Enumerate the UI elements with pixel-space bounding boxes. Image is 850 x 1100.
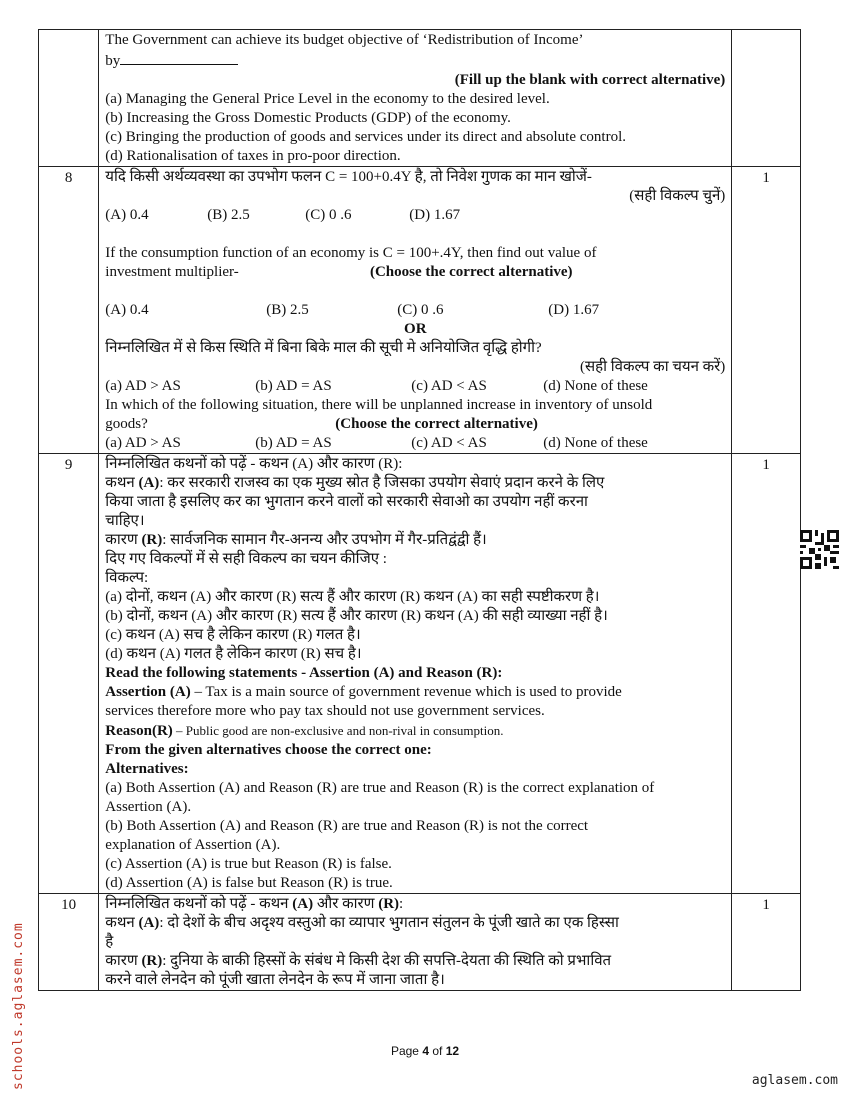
- text-line: [105, 760, 725, 779]
- option-text: (d) None of these: [543, 378, 648, 394]
- text-segment: (सही विकल्प का चयन करें): [580, 359, 726, 375]
- text-segment: (A): [138, 475, 160, 491]
- text-segment: (A): [292, 896, 314, 912]
- text-segment: (d) कथन (A) गलत है लेकिन कारण (R) सच है।: [105, 646, 362, 662]
- option-text: (C) 0 .6: [397, 302, 444, 318]
- text-segment: – Tax is a main source of government revenue which is used to provide: [190, 684, 622, 700]
- question-text: [99, 167, 732, 454]
- text-segment: करने वाले लेनदेन को पूंजी खाता लेनदेन के रूप में जाना जाता है।: [105, 972, 445, 988]
- text-line: [105, 512, 725, 531]
- text-line: [105, 434, 725, 453]
- text-line: [105, 588, 725, 607]
- text-line: [105, 933, 725, 952]
- text-line: [105, 779, 725, 798]
- text-line: [105, 874, 725, 893]
- text-segment: निम्नलिखित कथनों को पढ़ें - कथन: [105, 896, 293, 912]
- text-segment: Assertion (A).: [105, 799, 192, 815]
- text-line: [105, 607, 725, 626]
- text-line: [105, 645, 725, 664]
- text-segment: (A): [138, 915, 160, 931]
- text-segment: The Government can achieve its budget objective of ‘Redistribution of Income’: [105, 32, 584, 48]
- text-line: [105, 721, 725, 741]
- text-line: [105, 664, 725, 683]
- qr-code-icon: [800, 530, 839, 569]
- text-segment: किया जाता है इसलिए कर का भुगतान करने वालों को सरकारी सेवाओ का उपयोग नहीं करना: [105, 494, 588, 510]
- text-segment: (R): [141, 953, 163, 969]
- text-line: [105, 626, 725, 645]
- text-line: [105, 855, 725, 874]
- text-segment: (c) कथन (A) सच है लेकिन कारण (R) गलत है।: [105, 627, 361, 643]
- option-text: (D) 1.67: [548, 302, 600, 318]
- text-segment: विकल्प:: [105, 570, 149, 586]
- text-line: [105, 702, 725, 721]
- text-line: [105, 244, 725, 263]
- text-segment: Alternatives:: [105, 761, 189, 777]
- text-segment: दिए गए विकल्पों में से सही विकल्प का चयन कीजिए :: [105, 551, 387, 567]
- text-line: [105, 168, 725, 187]
- text-line: [105, 147, 725, 166]
- text-segment: goods?: [105, 416, 336, 432]
- page-footer: [0, 1044, 850, 1058]
- question-row: [39, 894, 801, 991]
- text-line: [105, 225, 725, 244]
- option-text: (a) AD > AS: [105, 378, 181, 394]
- text-segment: (c) Bringing the production of goods and services under its direct and absolute control.: [105, 129, 626, 145]
- text-segment: services therefore more who pay tax should not use government services.: [105, 703, 545, 719]
- text-line: [105, 415, 725, 434]
- text-segment: (a) Managing the General Price Level in the economy to the desired level.: [105, 91, 550, 107]
- text-line: [105, 914, 725, 933]
- text-segment: (b) Increasing the Gross Domestic Products (GDP) of the economy.: [105, 110, 511, 126]
- text-segment: : दो देशों के बीच अदृश्य वस्तुओ का व्यापार भुगतान संतुलन के पूंजी खाते का एक हिस्सा: [159, 915, 619, 931]
- option-text: (b) AD = AS: [255, 435, 332, 451]
- text-line: [105, 493, 725, 512]
- text-segment: (d) Assertion (A) is false but Reason (R) is true.: [105, 875, 393, 891]
- option-text: (c) AD < AS: [411, 378, 487, 394]
- text-segment: : दुनिया के बाकी हिस्सों के संबंध मे किसी देश की सपत्ति-देयता की स्थिति को प्रभावित: [162, 953, 612, 969]
- question-number: 8: [39, 167, 99, 454]
- text-segment: (b) Both Assertion (A) and Reason (R) are true and Reason (R) is not the correct: [105, 818, 589, 834]
- option-text: (B) 2.5: [207, 207, 250, 223]
- text-segment: निम्नलिखित में से किस स्थिति में बिना बिके माल की सूची मे अनियोजित वृद्धि होगी?: [105, 340, 542, 356]
- text-line: [105, 817, 725, 836]
- text-segment: (a) दोनों, कथन (A) और कारण (R) सत्य हैं और कारण (R) कथन (A) का सही स्पष्टीकरण है।: [105, 589, 600, 605]
- question-number: 10: [39, 894, 99, 991]
- text-segment: :: [399, 896, 404, 912]
- text-line: [105, 474, 725, 493]
- option-text: (A) 0.4: [105, 302, 149, 318]
- text-segment: explanation of Assertion (A).: [105, 837, 281, 853]
- text-line: [105, 282, 725, 301]
- text-line: [105, 71, 725, 90]
- text-segment: : कर सरकारी राजस्व का एक मुख्य स्रोत है जिसका उपयोग सेवाएं प्रदान करने के लिए: [159, 475, 605, 491]
- text-segment: निम्नलिखित कथनों को पढ़ें - कथन (A) और कारण (R):: [105, 456, 403, 472]
- text-segment: (Fill up the blank with correct alternative): [454, 72, 726, 88]
- text-segment: (R): [378, 896, 400, 912]
- text-line: [105, 836, 725, 855]
- option-text: (d) None of these: [543, 435, 648, 451]
- text-line: [105, 128, 725, 147]
- text-segment: In which of the following situation, there will be unplanned increase in inventory of unsold: [105, 397, 653, 413]
- text-line: [105, 31, 725, 50]
- text-segment: : सार्वजनिक सामान गैर-अनन्य और उपभोग में गैर-प्रतिद्वंद्वी हैं।: [162, 532, 487, 548]
- page-number: 4: [422, 1044, 429, 1058]
- text-line: [105, 90, 725, 109]
- option-text: (b) AD = AS: [255, 378, 332, 394]
- question-text: [99, 30, 732, 167]
- page-of: of: [429, 1044, 446, 1058]
- text-segment: यदि किसी अर्थव्यवस्था का उपभोग फलन C = 100+0.4Y है, तो निवेश गुणक का मान खोजें-: [105, 169, 592, 185]
- option-text: (C) 0 .6: [305, 207, 352, 223]
- text-segment: Assertion (A): [105, 684, 191, 700]
- text-segment: investment multiplier-: [105, 264, 370, 280]
- text-line: [105, 301, 725, 320]
- text-segment: (सही विकल्प चुनें): [629, 188, 726, 204]
- text-line: [105, 550, 725, 569]
- text-segment: और कारण: [313, 896, 379, 912]
- text-line: [105, 396, 725, 415]
- fill-blank: [120, 50, 238, 65]
- question-marks: 1: [732, 167, 801, 454]
- option-text: (D) 1.67: [409, 207, 461, 223]
- text-segment: Reason(R): [105, 723, 173, 739]
- text-line: [105, 531, 725, 550]
- question-text: [99, 454, 732, 894]
- question-marks: 1: [732, 894, 801, 991]
- text-segment: चाहिए।: [105, 513, 145, 529]
- text-segment: (Choose the correct alternative): [335, 416, 538, 432]
- text-segment: कारण: [105, 532, 142, 548]
- question-row: [39, 167, 801, 454]
- page-total: 12: [445, 1044, 460, 1058]
- text-line: [105, 455, 725, 474]
- text-segment: (R): [141, 532, 163, 548]
- page-prefix: Page: [390, 1044, 423, 1058]
- text-line: [105, 50, 725, 71]
- text-segment: कथन: [105, 475, 139, 491]
- text-line: [105, 320, 725, 339]
- text-line: [105, 358, 725, 377]
- text-line: [105, 683, 725, 702]
- text-line: [105, 187, 725, 206]
- text-line: [105, 741, 725, 760]
- text-line: [105, 971, 725, 990]
- option-text: (a) AD > AS: [105, 435, 181, 451]
- text-segment: (b) दोनों, कथन (A) और कारण (R) सत्य हैं और कारण (R) कथन (A) की सही व्याख्या नहीं है।: [105, 608, 608, 624]
- question-marks: 1: [732, 454, 801, 894]
- text-segment: (Choose the correct alternative): [369, 264, 573, 280]
- text-segment: From the given alternatives choose the correct one:: [105, 742, 432, 758]
- text-segment: OR: [404, 321, 427, 337]
- text-segment: If the consumption function of an economy is C = 100+.4Y, then find out value of: [105, 245, 597, 261]
- text-segment: – Public good are non-exclusive and non-rival in consumption.: [172, 723, 504, 738]
- text-line: [105, 895, 725, 914]
- question-number: 9: [39, 454, 99, 894]
- text-segment: (c) Assertion (A) is true but Reason (R) is false.: [105, 856, 392, 872]
- text-segment: (d) Rationalisation of taxes in pro-poor direction.: [105, 148, 401, 164]
- text-segment: है: [105, 934, 114, 950]
- watermark-text: schools.aglasem.com: [11, 922, 26, 1090]
- question-marks: [732, 30, 801, 167]
- text-segment: by: [105, 53, 121, 69]
- option-text: (c) AD < AS: [411, 435, 487, 451]
- text-segment: (a) Both Assertion (A) and Reason (R) are true and Reason (R) is the correct explanation of: [105, 780, 655, 796]
- site-name: aglasem.com: [751, 1073, 838, 1088]
- text-line: [105, 263, 725, 282]
- text-segment: कारण: [105, 953, 142, 969]
- option-text: (B) 2.5: [266, 302, 309, 318]
- question-text: [99, 894, 732, 991]
- option-text: (A) 0.4: [105, 207, 149, 223]
- text-line: [105, 339, 725, 358]
- question-row: [39, 30, 801, 167]
- text-line: [105, 377, 725, 396]
- text-line: [105, 952, 725, 971]
- text-line: [105, 206, 725, 225]
- text-line: [105, 798, 725, 817]
- text-line: [105, 569, 725, 588]
- questions-table: [38, 29, 801, 991]
- question-row: [39, 454, 801, 894]
- text-segment: Read the following statements - Assertion (A) and Reason (R):: [105, 665, 503, 681]
- text-line: [105, 109, 725, 128]
- text-segment: कथन: [105, 915, 139, 931]
- question-number: [39, 30, 99, 167]
